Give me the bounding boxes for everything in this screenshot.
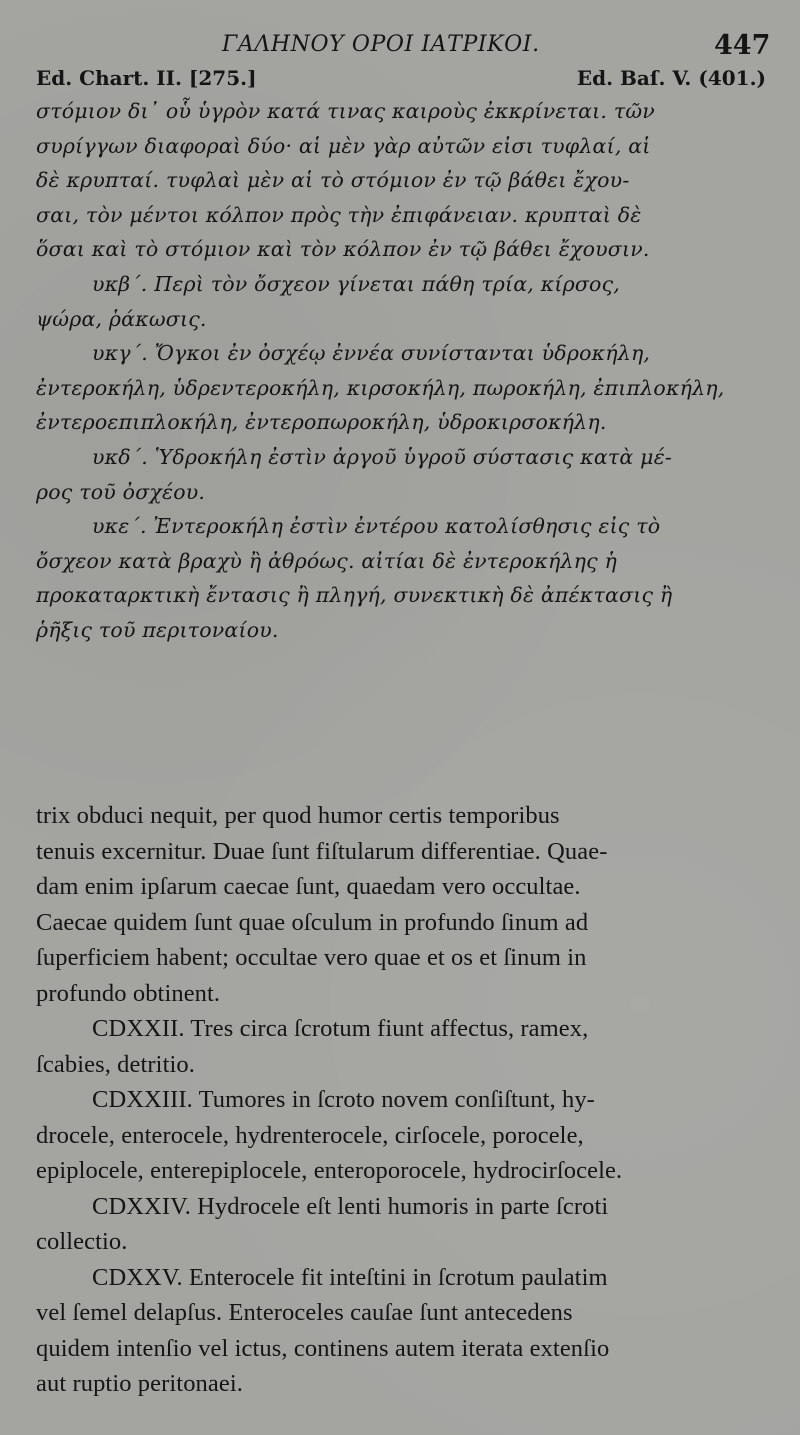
latin-line: quidem intenſio vel ictus, continens autem iterata extenſio xyxy=(36,1334,610,1362)
edition-chartier-ref: Ed. Chart. II. [275.] xyxy=(36,66,257,90)
greek-line: ῥῆξις τοῦ περιτοναίου. xyxy=(36,617,279,642)
edition-reference-line xyxy=(36,66,766,96)
greek-line: δὲ κρυπταί. τυφλαὶ μὲν αἱ τὸ στόμιον ἐν τῷ βάθει ἔχου- xyxy=(36,168,630,193)
latin-line: ſuperficiem habent; occultae vero quae et os et ſinum in xyxy=(36,944,587,971)
latin-line: CDXXII. Tres circa ſcrotum fiunt affectus, ramex, xyxy=(92,1015,589,1042)
greek-text-block xyxy=(36,94,766,648)
greek-line: υκγ΄. Ὄγκοι ἐν ὀσχέῳ ἐννέα συνίστανται ὑδροκήλη, xyxy=(92,341,651,366)
greek-line: υκε΄. Ἐντεροκήλη ἐστὶν ἐντέρου κατολίσθησις εἰς τὸ xyxy=(92,514,661,539)
latin-line: Caecae quidem ſunt quae oſculum in profundo ſinum ad xyxy=(36,908,589,936)
latin-text-block xyxy=(36,798,766,1402)
latin-line: epiplocele, enterepiplocele, enteroporocele, hydrocirſocele. xyxy=(36,1157,623,1184)
greek-line: σαι, τὸν μέντοι κόλπον πρὸς τὴν ἐπιφάνειαν. κρυπταὶ δὲ xyxy=(36,202,642,227)
latin-line: drocele, enterocele, hydrenterocele, cirſocele, porocele, xyxy=(36,1121,584,1149)
greek-line: προκαταρκτικὴ ἔντασις ἢ πληγή, συνεκτικὴ δὲ ἀπέκτασις ἢ xyxy=(36,583,673,608)
greek-line: ἐντεροεπιπλοκήλη, ἐντεροπωροκήλη, ὑδροκιρσοκήλη. xyxy=(36,410,607,435)
greek-line: ψώρα, ῥάκωσις. xyxy=(36,306,207,331)
greek-line: ὅσαι καὶ τὸ στόμιον καὶ τὸν κόλπον ἐν τῷ βάθει ἔχουσιν. xyxy=(36,237,650,262)
latin-line: collectio. xyxy=(36,1228,128,1255)
latin-line: dam enim ipſarum caecae ſunt, quaedam vero occultae. xyxy=(36,873,581,900)
latin-line: CDXXV. Enterocele fit inteſtini in ſcrotum paulatim xyxy=(92,1263,608,1291)
page-number: 447 xyxy=(714,30,771,61)
latin-line: trix obduci nequit, per quod humor certis temporibus xyxy=(36,802,560,829)
greek-line: υκδ΄. Ὑδροκήλη ἐστὶν ἀργοῦ ὑγροῦ σύστασις κατὰ μέ- xyxy=(92,444,673,469)
edition-basel-ref: Ed. Baſ. V. (401.) xyxy=(576,66,766,90)
greek-line: υκβ΄. Περὶ τὸν ὄσχεον γίνεται πάθη τρία, κίρσος, xyxy=(92,271,620,296)
greek-line: ἐντεροκήλη, ὑδρεντεροκήλη, κιρσοκήλη, πωροκήλη, ἐπιπλοκήλη, xyxy=(36,375,725,400)
latin-line: tenuis excernitur. Duae ſunt fiſtularum differentiae. Quae- xyxy=(36,837,608,865)
greek-line: ρος τοῦ ὀσχέου. xyxy=(36,479,206,504)
greek-line: στόμιον δι᾽ οὗ ὑγρὸν κατά τινας καιροὺς ἐκκρίνεται. τῶν xyxy=(36,99,655,123)
latin-line: aut ruptio peritonaei. xyxy=(36,1370,243,1397)
greek-line: συρίγγων διαφοραὶ δύο· αἱ μὲν γὰρ αὐτῶν εἰσι τυφλαί, αἱ xyxy=(36,133,651,158)
greek-line: ὄσχεον κατὰ βραχὺ ἢ ἀθρόως. αἰτίαι δὲ ἐντεροκήλης ἡ xyxy=(36,548,618,573)
running-head xyxy=(0,30,800,64)
latin-line: ſcabies, detritio. xyxy=(36,1050,195,1078)
latin-line: CDXXIV. Hydrocele eſt lenti humoris in parte ſcroti xyxy=(92,1192,609,1220)
running-title: ΓΑΛΗΝΟΥ ΟΡΟΙ ΙΑΤΡΙΚΟΙ. xyxy=(222,32,540,57)
latin-line: CDXXIII. Tumores in ſcroto novem conſiſtunt, hy- xyxy=(92,1086,595,1113)
latin-line: profundo obtinent. xyxy=(36,979,221,1007)
latin-line: vel ſemel delapſus. Enteroceles cauſae ſunt antecedens xyxy=(36,1299,573,1326)
